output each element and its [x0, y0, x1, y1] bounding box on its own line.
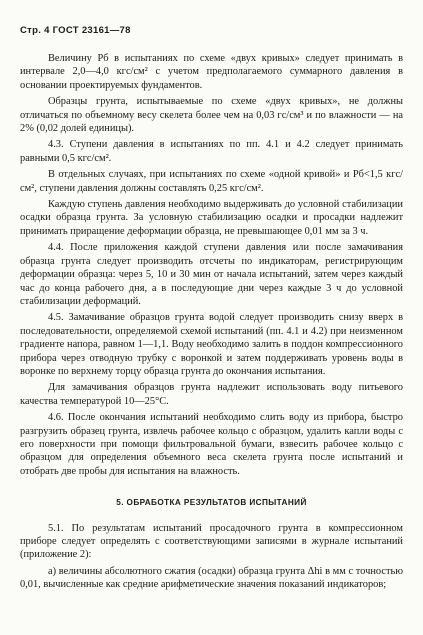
paragraph: 5.1. По результатам испытаний просадочного грунта в компрессионном приборе следует определять с соответствующими записями в журнале испытаний (приложение 2): — [20, 522, 403, 561]
paragraph: Образцы грунта, испытываемые по схеме «двух кривых», не должны отличаться по объемному весу скелета более чем на 0,03 гс/см³ и по влажности — на 2% (0,02 долей единицы). — [20, 96, 403, 135]
page-header: Стр. 4 ГОСТ 23161—78 — [20, 25, 131, 36]
paragraph: 4.3. Ступени давления в испытаниях по пп. 4.1 и 4.2 следует принимать равными 0,5 кгс/см². — [20, 139, 403, 164]
paragraph: а) величины абсолютного сжатия (осадки) образца грунта Δhi в мм с точностью 0,01, вычисленные как средние арифметические значения показаний индикаторов; — [20, 565, 403, 591]
paragraph: 4.4. После приложения каждой ступени давления или после замачивания образца грунта следует производить отсчеты по индикаторам, регистрирующим деформации образца: через 5, 10 и 30 мин от начала испытаний, затем через каждый час до конца рабочего дня, а в последующие дни через каждые 3 ч до условной стабилизации деформаций. — [20, 242, 403, 307]
section-title: 5. ОБРАБОТКА РЕЗУЛЬТАТОВ ИСПЫТАНИЙ — [116, 498, 307, 508]
paragraph: 4.5. Замачивание образцов грунта водой следует производить снизу вверх в последовательности, определяемой схемой испытаний (пп. 4.1 и 4.2) при неизменном градиенте напора, равном 1—1,1. Воду необходимо залить в поддон компрессионного прибора через отводную трубку с воронкой и затем поддерживать уровень воды в воронке по верхнему торцу образца грунта до окончания испытания. — [20, 312, 403, 377]
document-body — [20, 52, 403, 592]
paragraph: Каждую ступень давления необходимо выдерживать до условной стабилизации осадки образца грунта. За условную стабилизацию осадки и просадки надлежит принимать приращение деформации образца, не превышающее 0,01 мм за 3 ч. — [20, 199, 403, 237]
paragraph: Величину Pб в испытаниях по схеме «двух кривых» следует принимать в интервале 2,0—4,0 кгс/см² с учетом предполагаемого суммарного давления в основании проектируемых фундаментов. — [20, 53, 403, 91]
paragraph: 4.6. После окончания испытаний необходимо слить воду из прибора, быстро разгрузить образец грунта, извлечь рабочее кольцо с образцом, удалить капли воды с его поверхности при помощи фильтровальной бумаги, взвесить рабочее кольцо с образцом для определения объемного веса скелета грунта после испытаний и отобрать две пробы для испытания на влажность. — [20, 412, 403, 477]
paragraph: Для замачивания образцов грунта надлежит использовать воду питьевого качества температурой 10—25°С. — [20, 382, 403, 407]
paragraph: В отдельных случаях, при испытаниях по схеме «одной кривой» и Pб<1,5 кгс/см², ступени давления должны составлять 0,25 кгс/см². — [20, 169, 403, 194]
